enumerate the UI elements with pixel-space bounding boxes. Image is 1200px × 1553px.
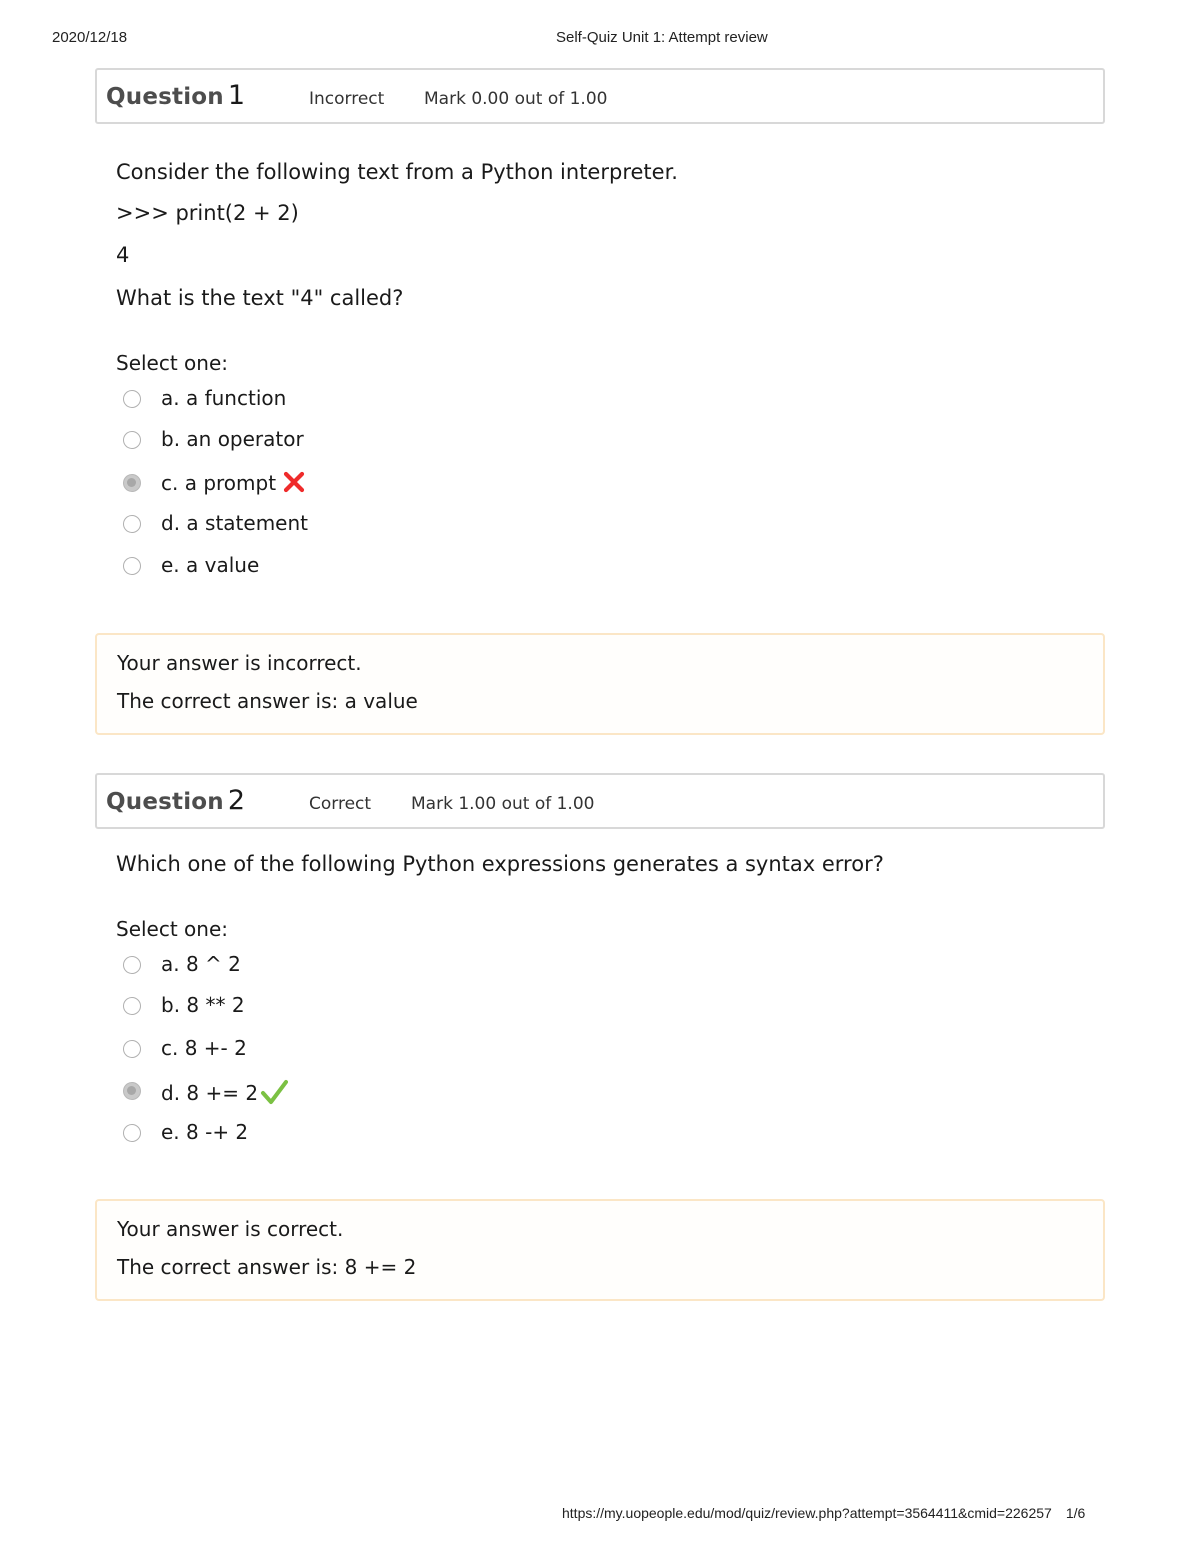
radio-button-checked[interactable] (123, 1082, 141, 1100)
option-label: b. an operator (161, 427, 304, 451)
radio-button[interactable] (123, 557, 141, 575)
feedback-status: Your answer is incorrect. (117, 651, 362, 675)
print-page-number: 1/6 (1065, 1505, 1086, 1521)
question-2-feedback (95, 1199, 1105, 1301)
option-label: e. 8 -+ 2 (161, 1120, 249, 1144)
question-2-heading (106, 785, 245, 816)
question-1-state: Incorrect (309, 89, 385, 109)
question-1-text-line-4: What is the text "4" called? (116, 286, 404, 310)
radio-button[interactable] (123, 1040, 141, 1058)
print-date: 2020/12/18 (52, 29, 128, 46)
option-label: a. a function (161, 386, 287, 410)
question-number: 1 (227, 80, 246, 111)
option-label: d. 8 += 2 (161, 1081, 259, 1105)
question-2-select-label: Select one: (116, 917, 229, 941)
question-1-select-label: Select one: (116, 351, 229, 375)
option-label: c. 8 +- 2 (161, 1036, 247, 1060)
option-label: a. 8 ^ 2 (161, 952, 241, 976)
radio-button[interactable] (123, 997, 141, 1015)
option-label: b. 8 ** 2 (161, 993, 245, 1017)
radio-button-checked[interactable] (123, 474, 141, 492)
question-2-info-box (95, 773, 1105, 829)
radio-button[interactable] (123, 390, 141, 408)
question-1-text-line-3: 4 (116, 243, 130, 267)
feedback-status: Your answer is correct. (117, 1217, 344, 1241)
radio-button[interactable] (123, 956, 141, 974)
radio-button[interactable] (123, 515, 141, 533)
option-label: d. a statement (161, 511, 308, 535)
question-1-grade: Mark 0.00 out of 1.00 (424, 89, 608, 109)
print-header (0, 29, 1200, 49)
question-2-text-line-1: Which one of the following Python expressions generates a syntax error? (116, 852, 884, 876)
question-2-state: Correct (309, 794, 372, 814)
question-1-feedback (95, 633, 1105, 735)
radio-button[interactable] (123, 431, 141, 449)
radio-button[interactable] (123, 1124, 141, 1142)
option-label: e. a value (161, 553, 260, 577)
print-url: https://my.uopeople.edu/mod/quiz/review.php?attempt=3564411&cmid=226257 (562, 1505, 1052, 1521)
question-1-text-line-2: >>> print(2 + 2) (116, 201, 299, 225)
question-2-grade: Mark 1.00 out of 1.00 (411, 794, 595, 814)
question-1-heading (106, 80, 245, 111)
question-1-text-line-1: Consider the following text from a Python interpreter. (116, 160, 678, 184)
feedback-right-answer: The correct answer is: 8 += 2 (117, 1255, 417, 1279)
question-1-info-box (95, 68, 1105, 124)
question-number: 2 (227, 785, 246, 816)
feedback-right-answer: The correct answer is: a value (117, 689, 418, 713)
option-label: c. a prompt (161, 471, 277, 495)
question-label: Question (106, 789, 224, 815)
correct-check-icon (260, 1078, 288, 1111)
question-label: Question (106, 84, 224, 110)
incorrect-x-icon (282, 470, 306, 499)
print-footer (562, 1505, 1085, 1521)
print-page-title: Self-Quiz Unit 1: Attempt review (556, 29, 768, 46)
